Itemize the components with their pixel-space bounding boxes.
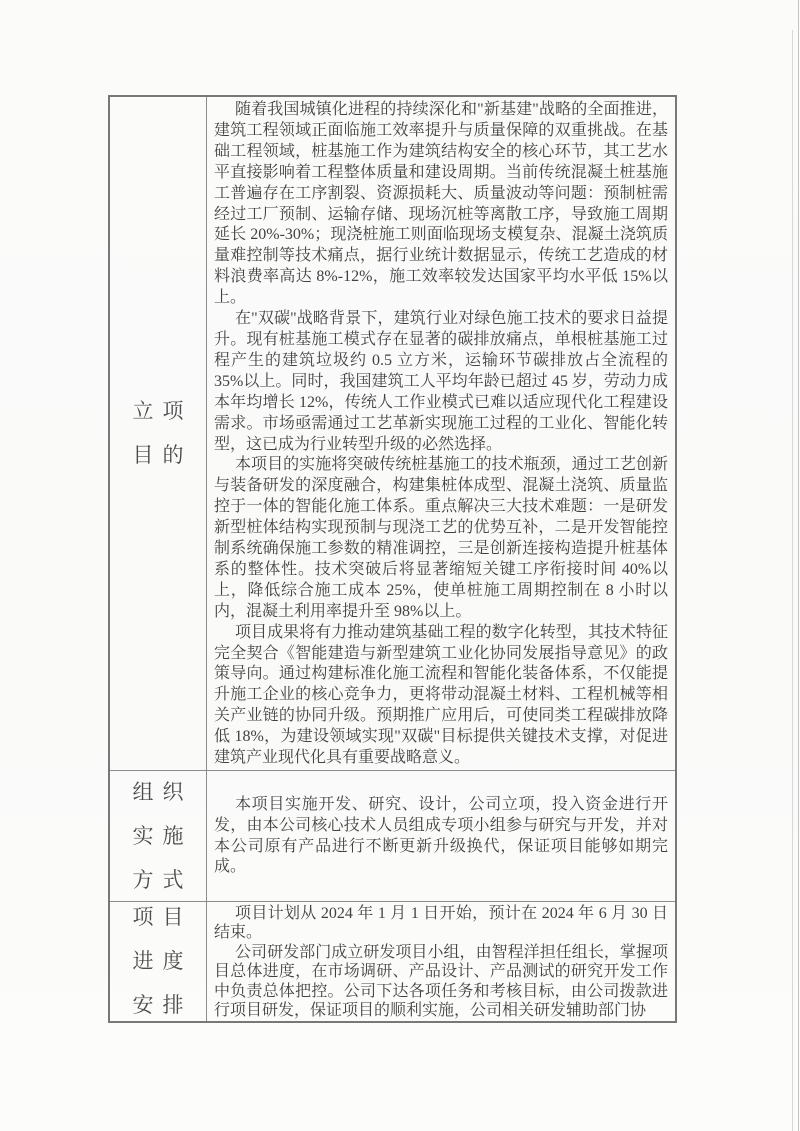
row-header-project-purpose xyxy=(110,97,207,770)
paragraph-schedule-dates: 项目计划从 2024 年 1 月 1 日开始，预计在 2024 年 6 月 30 日结束。 xyxy=(214,905,668,942)
table-row-schedule xyxy=(110,901,675,1021)
paragraph-expected-impact: 项目成果将有力推动建筑基础工程的数字化转型，其技术特征完全契合《智能建造与新型建筑工业化协同发展指导意见》的政策导向。通过构建标准化施工流程和智能化装备体系，不仅能提升施工企业的核心竞争力，更将带动混凝土材料、工程机械等相关产业链的协同升级。预期推广应用后，可使同类工程碳排放降低 18%，为建设领域实现"双碳"目标提供关键技术支撑，对促进建筑产业现代化具有重要战略意义。 xyxy=(214,623,668,767)
row-header-schedule xyxy=(110,902,207,1021)
row-header-line: 立项 xyxy=(132,399,193,423)
paragraph-technical-goals: 本项目的实施将突破传统桩基施工的技术瓶颈，通过工艺创新与装备研发的深度融合，构建集桩体成型、混凝土浇筑、质量监控于一体的智能化施工体系。重点解决三大技术难题：一是研发新型桩体结构实现预制与现浇工艺的优势互补，二是开发智能控制系统确保施工参数的精准调控，三是创新连接构造提升桩基体系的整体性。技术突破后将显著缩短关键工序衔接时间 40%以上，降低综合施工成本 25%，使单桩施工周期控制在 8 小时以内，混凝土利用率提升至 98%以上。 xyxy=(214,456,668,620)
scan-image-edge-line xyxy=(798,0,799,1131)
paragraph-implementation: 本项目实施开发、研究、设计，公司立项，投入资金进行开发，由本公司核心技术人员组成专项小组参与研究与开发，并对本公司原有产品进行不断更新升级换代，保证项目能够如期完成。 xyxy=(214,795,668,876)
row-header-implementation-method xyxy=(110,771,207,901)
paragraph-dual-carbon-context: 在"双碳"战略背景下，建筑行业对绿色施工技术的要求日益提升。现有桩基施工模式存在显著的碳排放痛点，单根桩基施工过程产生的建筑垃圾约 0.5 立方米，运输环节碳排放占全流程的 35%以上。同时，我国建筑工人平均年龄已超过 45 岁，劳动力成本年均增长 12%，传统人工作业模式已难以适应现代化工程建设需求。市场亟需通过工艺革新实现施工过程的工业化、智能化转型，这已成为行业转型升级的必然选择。 xyxy=(214,310,668,453)
row-header-line: 实施 xyxy=(132,823,193,848)
row-header-line: 组织 xyxy=(132,779,193,804)
row-header-line: 进度 xyxy=(132,949,193,973)
project-approval-table xyxy=(108,95,677,1023)
scan-page-edge-line xyxy=(792,30,793,1131)
table-row-project-purpose xyxy=(110,97,675,770)
schedule-content xyxy=(207,902,675,1021)
row-header-line: 目的 xyxy=(132,443,193,467)
row-header-line: 项目 xyxy=(132,905,193,929)
paragraph-industry-background: 随着我国城镇化进程的持续深化和"新基建"战略的全面推进，建筑工程领域正面临施工效率提升与质量保障的双重挑战。在基础工程领域，桩基施工作为建筑结构安全的核心环节，其工艺水平直接影响着工程整体质量和建设周期。当前传统混凝土桩基施工普遍存在工序割裂、资源损耗大、质量波动等问题：预制桩需经过工厂预制、运输存储、现场沉桩等离散工序，导致施工周期延长 20%-30%；现浇桩施工则面临现场支模复杂、混凝土浇筑质量难控制等技术痛点，据行业统计数据显示，传统工艺造成的材料浪费率高达 8%-12%，施工效率较发达国家平均水平低 15%以上。 xyxy=(214,101,668,307)
row-header-line: 方式 xyxy=(132,867,193,892)
table-row-implementation-method xyxy=(110,770,675,901)
project-purpose-content xyxy=(207,97,675,770)
paragraph-schedule-team: 公司研发部门成立研发项目小组，由智程洋担任组长，掌握项目总体进度，在市场调研、产品设计、产品测试的研究开发工作中负责总体把控。公司下达各项任务和考核目标，由公司拨款进行项目研发，保证项目的顺利实施，公司相关研发辅助部门协 xyxy=(214,943,668,1020)
implementation-method-content xyxy=(207,771,675,901)
row-header-line: 安排 xyxy=(132,993,193,1017)
